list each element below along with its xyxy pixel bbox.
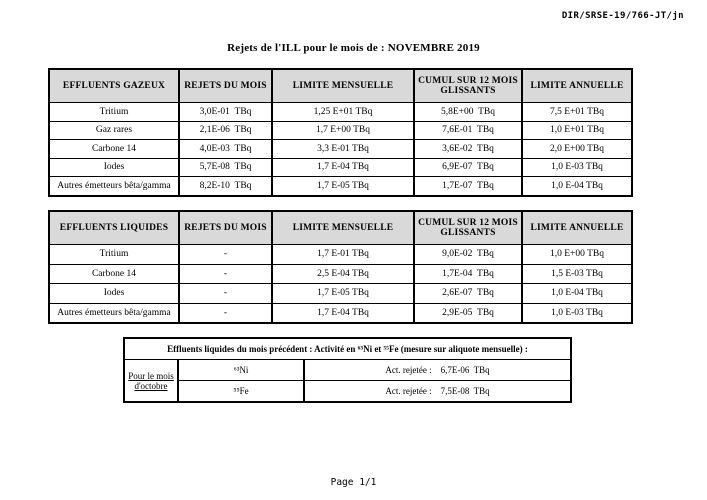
table-cell: 1,7E-07 TBq	[414, 177, 522, 196]
table-row	[49, 158, 632, 177]
col-header-limite-mensuelle: LIMITE MENSUELLE	[272, 69, 414, 103]
table-row	[49, 245, 632, 265]
table-cell: 1,7 E-05 TBq	[272, 177, 414, 196]
col-header-rejets-du-mois: REJETS DU MOIS	[179, 211, 272, 245]
table-row	[49, 177, 632, 196]
col-header-limite-mensuelle: LIMITE MENSUELLE	[272, 211, 414, 245]
table-cell: 1,7 E-04 TBq	[272, 158, 414, 177]
page-number: Page 1/1	[330, 477, 377, 488]
table-cell: 5,8E+00 TBq	[414, 103, 522, 122]
table-cell: 2,5 E-04 TBq	[272, 264, 414, 284]
col-header-effluents-liquides: EFFLUENTS LIQUIDES	[49, 211, 179, 245]
document-reference: DIR/SRSE-19/766-JT/jn	[561, 11, 684, 21]
isotope-label: ⁵⁵Fe	[178, 381, 304, 403]
table-cell: 6,9E-07 TBq	[414, 158, 522, 177]
table-cell: 1,0 E-03 TBq	[522, 158, 632, 177]
table-cell: -	[179, 284, 272, 304]
table-cell: -	[179, 303, 272, 323]
table-cell: 3,6E-02 TBq	[414, 140, 522, 159]
table-cell: 1,0 E+01 TBq	[522, 121, 632, 140]
table-cell: 1,25 E+01 TBq	[272, 103, 414, 122]
table-cell: -	[179, 245, 272, 265]
table-header-row	[49, 211, 632, 245]
row-label: Carbone 14	[49, 140, 179, 159]
table-cell: 1,7 E+00 TBq	[272, 121, 414, 140]
previous-month-activity-table	[123, 337, 572, 403]
row-label: Iodes	[49, 158, 179, 177]
gaseous-effluents-table	[48, 68, 633, 197]
table-cell: 1,0 E-03 TBq	[522, 303, 632, 323]
table-cell: 3,3 E-01 TBq	[272, 140, 414, 159]
table-cell: 5,7E-08 TBq	[179, 158, 272, 177]
table-header-row	[124, 338, 571, 360]
table-header-row	[49, 69, 632, 103]
col-header-cumul-12-mois: CUMUL SUR 12 MOIS GLISSANTS	[414, 69, 522, 103]
table-row	[49, 103, 632, 122]
page-title: Rejets de l'ILL pour le mois de : NOVEMBRE 2019	[227, 42, 480, 54]
row-label: Iodes	[49, 284, 179, 304]
table-cell: 2,9E-05 TBq	[414, 303, 522, 323]
row-label: Autres émetteurs bêta/gamma	[49, 303, 179, 323]
table-row	[49, 140, 632, 159]
table-cell: 2,6E-07 TBq	[414, 284, 522, 304]
table-cell: 2,1E-06 TBq	[179, 121, 272, 140]
table-cell: 9,0E-02 TBq	[414, 245, 522, 265]
table-cell: 3,0E-01 TBq	[179, 103, 272, 122]
table-row	[124, 381, 571, 403]
table-cell: 7,6E-01 TBq	[414, 121, 522, 140]
table-row	[49, 284, 632, 304]
table-cell: 4,0E-03 TBq	[179, 140, 272, 159]
row-label: Carbone 14	[49, 264, 179, 284]
table-cell: 1,7 E-05 TBq	[272, 284, 414, 304]
col-header-effluents-gazeux: EFFLUENTS GAZEUX	[49, 69, 179, 103]
previous-month-table-title: Effluents liquides du mois précédent : Activité en ⁶³Ni et ⁵⁵Fe (mesure sur aliquote mensuelle) :	[124, 338, 571, 360]
table-cell: 1,7E-04 TBq	[414, 264, 522, 284]
row-label: Tritium	[49, 103, 179, 122]
table-cell: -	[179, 264, 272, 284]
liquid-effluents-table	[48, 210, 633, 324]
isotope-label: ⁶³Ni	[178, 360, 304, 381]
table-cell: 1,5 E-03 TBq	[522, 264, 632, 284]
table-cell: 1,0 E-04 TBq	[522, 284, 632, 304]
table-row	[49, 264, 632, 284]
table-row	[49, 121, 632, 140]
table-row	[49, 303, 632, 323]
table-cell: 1,7 E-01 TBq	[272, 245, 414, 265]
row-label: Tritium	[49, 245, 179, 265]
col-header-limite-annuelle: LIMITE ANNUELLE	[522, 211, 632, 245]
row-label: Gaz rares	[49, 121, 179, 140]
table-cell: 8,2E-10 TBq	[179, 177, 272, 196]
table-cell: 1,7 E-04 TBq	[272, 303, 414, 323]
table-cell: 1,0 E+00 TBq	[522, 245, 632, 265]
table-cell: 2,0 E+00 TBq	[522, 140, 632, 159]
table-cell: 7,5 E+01 TBq	[522, 103, 632, 122]
month-label: Pour le mois d'octobre	[124, 360, 178, 403]
table-row	[124, 360, 571, 381]
row-label: Autres émetteurs bêta/gamma	[49, 177, 179, 196]
col-header-rejets-du-mois: REJETS DU MOIS	[179, 69, 272, 103]
col-header-limite-annuelle: LIMITE ANNUELLE	[522, 69, 632, 103]
col-header-cumul-12-mois: CUMUL SUR 12 MOIS GLISSANTS	[414, 211, 522, 245]
activity-value: Act. rejetée : 7,5E-08 TBq	[304, 381, 571, 403]
table-cell: 1,0 E-04 TBq	[522, 177, 632, 196]
activity-value: Act. rejetée : 6,7E-06 TBq	[304, 360, 571, 381]
